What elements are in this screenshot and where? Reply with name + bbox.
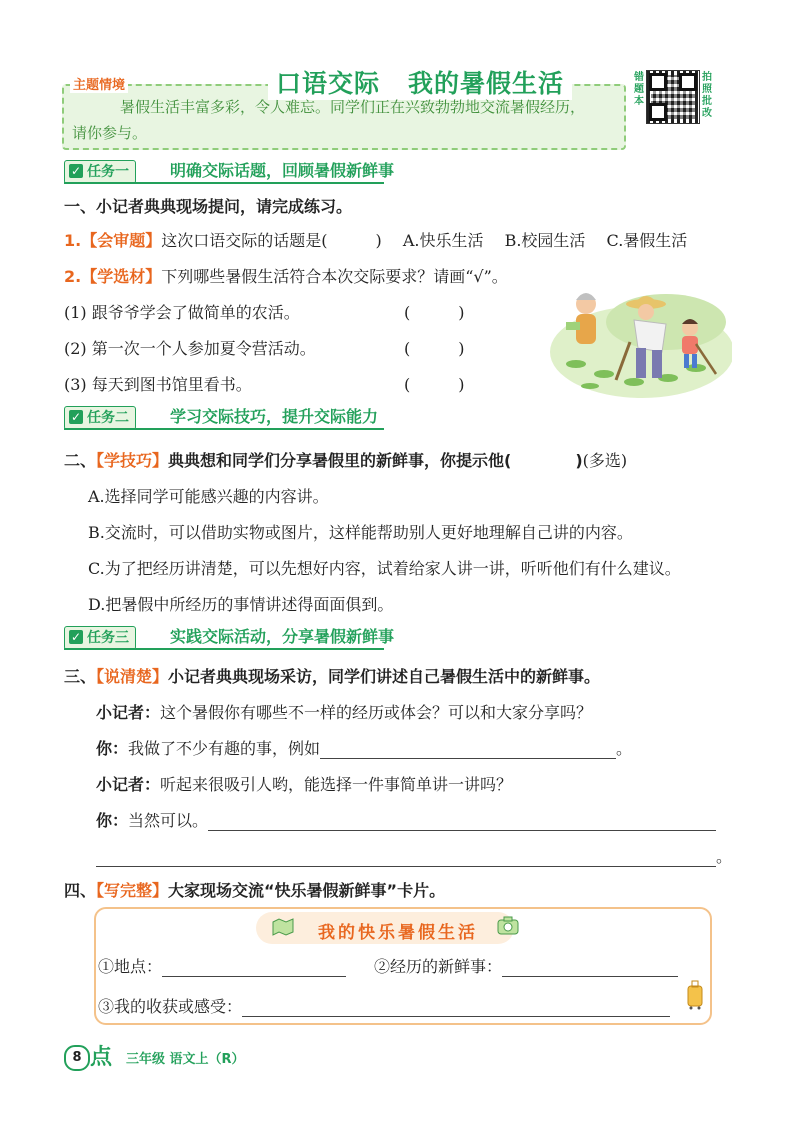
dialog-line-2: 你：我做了不少有趣的事，例如 。 bbox=[96, 739, 633, 758]
task1-text: 明确交际话题，回顾暑假新鲜事 bbox=[170, 161, 395, 180]
task2-banner bbox=[64, 406, 404, 430]
question2 bbox=[64, 264, 508, 287]
check-icon: ✓ bbox=[70, 410, 82, 424]
page-title bbox=[268, 64, 572, 100]
q1-option-c[interactable]: C.暑假生活 bbox=[606, 231, 688, 250]
answer-paren-1[interactable]: ( ) bbox=[404, 303, 465, 322]
answer-paren-2[interactable]: ( ) bbox=[404, 339, 465, 358]
dialog-line-1: 小记者：这个暑假你有哪些不一样的经历或体会？可以和大家分享吗？ bbox=[96, 703, 593, 722]
section4-heading: 四、【写完整】大家现场交流“快乐暑假新鲜事”卡片。 bbox=[64, 881, 446, 900]
check-icon: ✓ bbox=[70, 164, 82, 178]
answer-blank-1[interactable] bbox=[320, 740, 616, 759]
intro-line1: 暑假生活丰富多彩，令人难忘。同学们正在兴致勃勃地交流暑假经历， bbox=[120, 98, 586, 116]
task3-banner bbox=[64, 626, 404, 650]
section2-note: (多选) bbox=[582, 451, 628, 470]
task2-tag: ✓ 任务二 bbox=[64, 406, 136, 430]
card-title: 我的快乐暑假生活 bbox=[318, 923, 478, 943]
task2-text: 学习交际技巧，提升交际能力 bbox=[170, 407, 379, 426]
place-input[interactable] bbox=[162, 958, 346, 977]
dialog-line-5: 。 bbox=[96, 844, 732, 867]
camera-icon bbox=[496, 914, 522, 936]
section3-heading: 三、【说清楚】小记者典典现场采访，同学们讲述自己暑假生活中的新鲜事。 bbox=[64, 667, 601, 686]
question1 bbox=[64, 228, 687, 251]
answer-paren-3[interactable]: ( ) bbox=[404, 375, 465, 394]
q1-tag: 1.【会审题】 bbox=[64, 231, 162, 250]
theme-label: 主题情境 bbox=[70, 74, 128, 93]
q1-text: 这次口语交际的话题是( ) bbox=[161, 231, 382, 250]
answer-blank-2[interactable] bbox=[208, 812, 716, 831]
section1-heading: 一、小记者典典现场提问，请完成练习。 bbox=[64, 197, 353, 216]
q1-option-b[interactable]: B.校园生活 bbox=[504, 231, 586, 250]
list-item: (2) 第一次一个人参加夏令营活动。 bbox=[64, 339, 316, 358]
section2-tag: 【学技巧】 bbox=[96, 451, 169, 470]
section4-tag: 【写完整】 bbox=[96, 881, 169, 900]
title-part1: 口语交际 bbox=[276, 69, 381, 98]
q2-tag: 2.【学选材】 bbox=[64, 267, 162, 286]
card-field-place: ①地点： bbox=[98, 954, 346, 977]
card-field-feeling: ③我的收获或感受： bbox=[98, 994, 670, 1017]
suitcase-icon bbox=[686, 980, 704, 1010]
feeling-input[interactable] bbox=[242, 998, 670, 1017]
task3-text: 实践交际活动，分享暑假新鲜事 bbox=[170, 627, 395, 646]
experience-input[interactable] bbox=[502, 958, 678, 977]
task1-tag: ✓ 任务一 bbox=[64, 160, 136, 184]
page-number: 8 bbox=[64, 1045, 90, 1071]
qr-left-label: 错题本 bbox=[634, 72, 644, 107]
card-field-experience: ②经历的新鲜事： bbox=[374, 954, 678, 977]
option-b[interactable]: B.交流时，可以借助实物或图片，这样能帮助别人更好地理解自己讲的内容。 bbox=[88, 523, 633, 542]
dialog-line-3: 小记者：听起来很吸引人哟，能选择一件事简单讲一讲吗？ bbox=[96, 775, 513, 794]
option-d[interactable]: D.把暑假中所经历的事情讲述得面面俱到。 bbox=[88, 595, 394, 614]
dialog-line-4: 你：当然可以。 bbox=[96, 808, 716, 831]
q1-option-a[interactable]: A.快乐生活 bbox=[402, 231, 484, 250]
option-c[interactable]: C.为了把经历讲清楚，可以先想好内容，试着给家人讲一讲，听听他们有什么建议。 bbox=[88, 559, 681, 578]
qr-code-icon[interactable] bbox=[646, 70, 700, 124]
qr-right-label: 拍照批改 bbox=[702, 72, 712, 119]
task1-banner bbox=[64, 160, 404, 184]
section3-tag: 【说清楚】 bbox=[96, 667, 169, 686]
section2-heading: 二、【学技巧】典典想和同学们分享暑假里的新鲜事，你提示他( )(多选) bbox=[64, 451, 628, 470]
check-icon: ✓ bbox=[70, 630, 82, 644]
intro-line2: 请你参与。 bbox=[72, 124, 148, 142]
title-part2: 我的暑假生活 bbox=[408, 69, 565, 98]
q2-text: 下列哪些暑假生活符合本次交际要求？请画“√”。 bbox=[161, 267, 508, 286]
list-item: (3) 每天到图书馆里看书。 bbox=[64, 375, 252, 394]
map-icon bbox=[272, 918, 294, 936]
task3-tag: ✓ 任务三 bbox=[64, 626, 136, 650]
brand-logo: 点 bbox=[90, 1045, 113, 1070]
farming-illustration bbox=[546, 282, 732, 400]
footer-grade: 三年级 语文上（R） bbox=[126, 1052, 245, 1067]
answer-blank-3[interactable] bbox=[96, 848, 716, 867]
option-a[interactable]: A.选择同学可能感兴趣的内容讲。 bbox=[88, 487, 329, 506]
list-item: (1) 跟爷爷学会了做简单的农活。 bbox=[64, 303, 300, 322]
